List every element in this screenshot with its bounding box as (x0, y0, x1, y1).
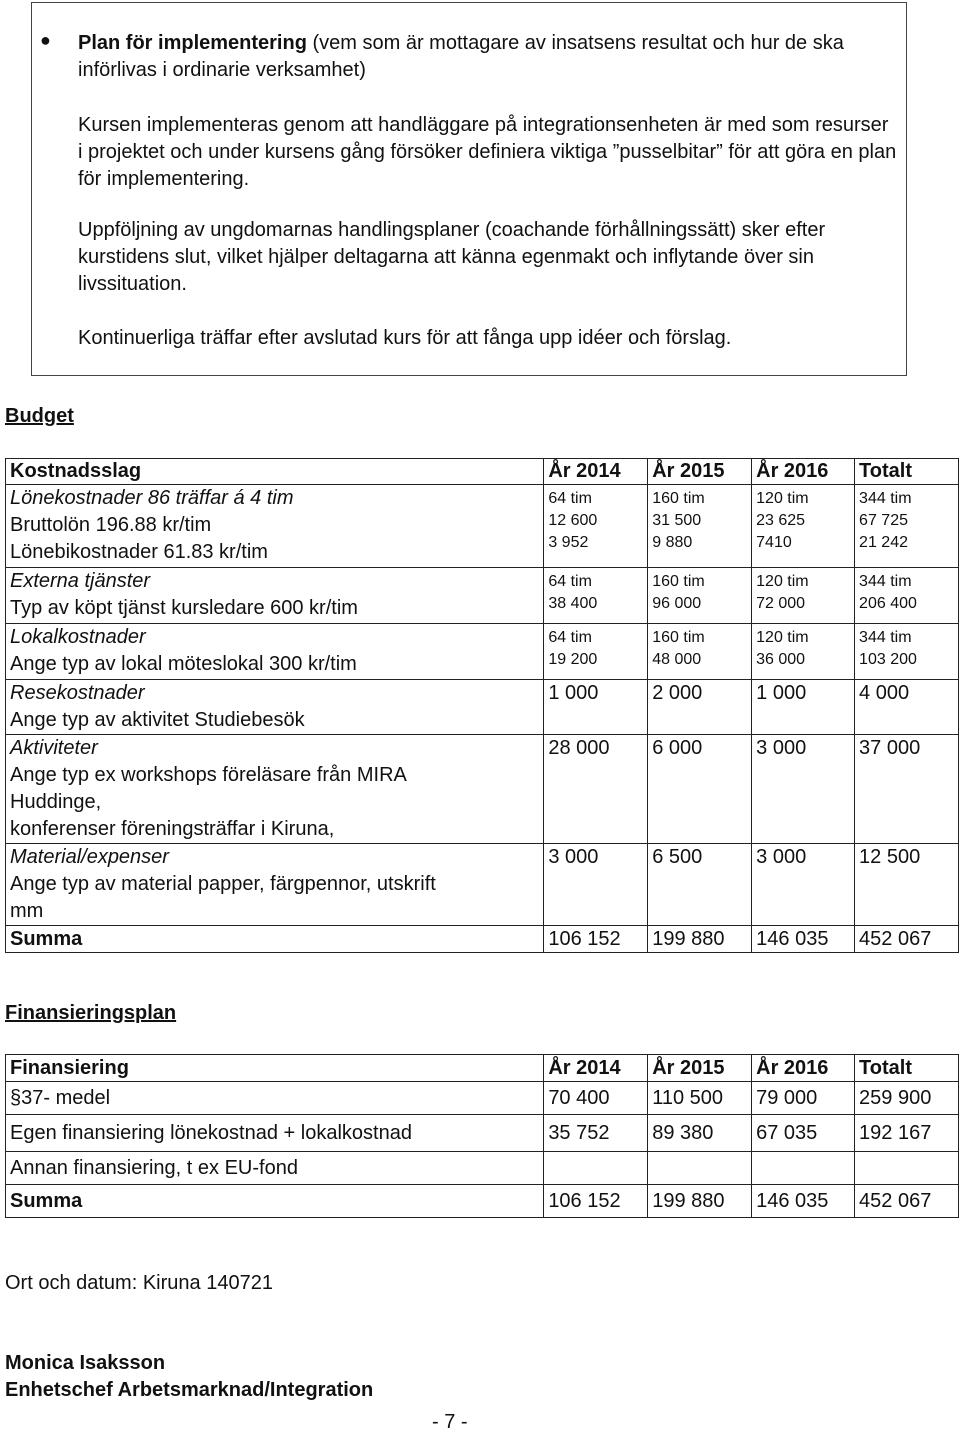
budget-table-body (6, 459, 959, 953)
budget-value-cell (544, 680, 648, 735)
cost-category-label: Material/expenser (10, 846, 169, 868)
budget-value: 64 tim (548, 629, 592, 646)
financing-header-cell: År 2015 (648, 1055, 752, 1082)
cost-description-line: konferenser föreningsträffar i Kiruna, (10, 818, 335, 840)
budget-value: 160 tim (652, 490, 705, 507)
budget-row (6, 680, 959, 735)
budget-value: 64 tim (548, 573, 592, 590)
budget-value-cell (752, 844, 855, 926)
financing-value-cell (544, 1152, 648, 1185)
budget-row-label-cell (6, 624, 544, 680)
budget-value: 344 tim (859, 573, 912, 590)
financing-value-cell: 110 500 (648, 1082, 752, 1115)
budget-value-cell (855, 844, 959, 926)
budget-row-label-cell (6, 735, 544, 844)
budget-value-cell (544, 485, 648, 568)
budget-value-cell (752, 680, 855, 735)
budget-header-cell: År 2016 (752, 459, 855, 485)
financing-header-cell: År 2014 (544, 1055, 648, 1082)
financing-row (6, 1082, 959, 1115)
budget-value: 120 tim (756, 573, 809, 590)
budget-value: 19 200 (548, 651, 598, 668)
budget-value: 344 tim (859, 629, 912, 646)
budget-value-cell (855, 485, 959, 568)
cost-description-line: Ange typ ex workshops föreläsare från MIRA (10, 764, 407, 786)
financing-sum-value: 452 067 (855, 1185, 959, 1218)
budget-value: 4 000 (859, 682, 910, 704)
budget-value: 12 500 (859, 846, 921, 868)
budget-value-cell (544, 568, 648, 624)
budget-row (6, 568, 959, 624)
budget-value: 67 725 (859, 512, 908, 529)
financing-table-body (6, 1055, 959, 1218)
page-number: - 7 - (432, 1411, 468, 1433)
budget-header-cell: Totalt (855, 459, 959, 485)
budget-value: 48 000 (652, 651, 702, 668)
cost-description-line: Bruttolön 196.88 kr/tim (10, 514, 212, 536)
budget-value-cell (855, 624, 959, 680)
financing-row-label: Annan finansiering, t ex EU-fond (6, 1152, 544, 1185)
financing-row-label: §37- medel (6, 1082, 544, 1115)
cost-description-line: Ange typ av aktivitet Studiebesök (10, 709, 305, 731)
financing-table (5, 1054, 959, 1218)
financing-row-label: Egen finansiering lönekostnad + lokalkostnad (6, 1115, 544, 1152)
budget-value: 103 200 (859, 651, 917, 668)
budget-value: 28 000 (548, 737, 610, 759)
implementation-heading-paragraph (78, 30, 898, 84)
budget-title: Budget (5, 405, 74, 427)
budget-row-label-cell (6, 844, 544, 926)
budget-value-cell (855, 568, 959, 624)
cost-category-label: Externa tjänster (10, 570, 151, 592)
budget-value-cell (855, 680, 959, 735)
financing-value-cell (752, 1152, 855, 1185)
financing-sum-value: 106 152 (544, 1185, 648, 1218)
budget-row (6, 735, 959, 844)
budget-sum-row (6, 926, 959, 953)
budget-row-label-cell (6, 485, 544, 568)
budget-value: 9 880 (652, 534, 693, 551)
financing-value-cell: 259 900 (855, 1082, 959, 1115)
budget-value: 64 tim (548, 490, 592, 507)
budget-value-cell (648, 735, 752, 844)
implementation-heading-rest: (vem som är mottagare av insatsens resultat och hur de ska införlivas i ordinarie verksamhet) (78, 32, 844, 81)
signer-title: Enhetschef Arbetsmarknad/Integration (5, 1379, 374, 1401)
cost-category-label: Lokalkostnader (10, 626, 146, 648)
budget-value: 2 000 (652, 682, 703, 704)
financing-row (6, 1115, 959, 1152)
budget-value-cell (752, 568, 855, 624)
budget-value: 7410 (756, 534, 792, 551)
budget-row (6, 624, 959, 680)
budget-row-label-cell (6, 568, 544, 624)
budget-value-cell (648, 568, 752, 624)
budget-value: 36 000 (756, 651, 806, 668)
financing-title: Finansieringsplan (5, 1002, 177, 1024)
budget-value-cell (648, 680, 752, 735)
implementation-heading: Plan för implementering (78, 32, 307, 54)
signer-name: Monica Isaksson (5, 1352, 166, 1374)
financing-sum-label: Summa (6, 1185, 544, 1218)
financing-header-cell: Totalt (855, 1055, 959, 1082)
financing-sum-value: 199 880 (648, 1185, 752, 1218)
budget-value-cell (752, 485, 855, 568)
implementation-paragraph-3: Kontinuerliga träffar efter avslutad kurs för att fånga upp idéer och förslag. (78, 327, 732, 349)
financing-value-cell: 67 035 (752, 1115, 855, 1152)
budget-sum-label: Summa (6, 926, 544, 953)
budget-value: 37 000 (859, 737, 921, 759)
budget-value: 3 000 (548, 846, 599, 868)
budget-value-cell (648, 485, 752, 568)
financing-sum-value: 146 035 (752, 1185, 855, 1218)
budget-row (6, 485, 959, 568)
budget-value: 344 tim (859, 490, 912, 507)
cost-description-line: mm (10, 900, 44, 922)
budget-value-cell (855, 735, 959, 844)
budget-sum-value: 106 152 (544, 926, 648, 953)
cost-description-line: Ange typ av material papper, färgpennor, utskrift (10, 873, 436, 895)
cost-description-line: Huddinge, (10, 791, 102, 813)
budget-value: 23 625 (756, 512, 806, 529)
budget-value: 1 000 (756, 682, 807, 704)
cost-description-line: Lönebikostnader 61.83 kr/tim (10, 541, 268, 563)
cost-category-label: Resekostnader (10, 682, 145, 704)
budget-value-cell (752, 624, 855, 680)
budget-value: 160 tim (652, 629, 705, 646)
budget-value: 96 000 (652, 595, 702, 612)
place-and-date: Ort och datum: Kiruna 140721 (5, 1272, 273, 1294)
cost-category-label: Lönekostnader 86 träffar á 4 tim (10, 487, 294, 509)
budget-header-cell: Kostnadsslag (6, 459, 544, 485)
budget-header-cell: År 2015 (648, 459, 752, 485)
financing-value-cell: 35 752 (544, 1115, 648, 1152)
budget-value: 206 400 (859, 595, 917, 612)
financing-value-cell: 79 000 (752, 1082, 855, 1115)
budget-value-cell (544, 735, 648, 844)
cost-description-line: Ange typ av lokal möteslokal 300 kr/tim (10, 653, 357, 675)
budget-value: 3 000 (756, 737, 807, 759)
implementation-paragraph-1: Kursen implementeras genom att handläggare på integrationsenheten är med som resurser i projektet och under kursens gång försöker definiera viktiga ”pusselbitar” för att göra en plan för implementering. (78, 114, 897, 190)
financing-header-row (6, 1055, 959, 1082)
budget-sum-value: 146 035 (752, 926, 855, 953)
financing-value-cell: 70 400 (544, 1082, 648, 1115)
budget-value-cell (752, 735, 855, 844)
budget-value: 3 000 (756, 846, 807, 868)
budget-header-row (6, 459, 959, 485)
budget-header-cell: År 2014 (544, 459, 648, 485)
budget-sum-value: 199 880 (648, 926, 752, 953)
budget-value: 38 400 (548, 595, 598, 612)
budget-value-cell (648, 624, 752, 680)
budget-value: 6 000 (652, 737, 703, 759)
budget-value-cell (544, 844, 648, 926)
cost-category-label: Aktiviteter (10, 737, 98, 759)
financing-value-cell: 89 380 (648, 1115, 752, 1152)
financing-row (6, 1152, 959, 1185)
budget-row (6, 844, 959, 926)
budget-value: 6 500 (652, 846, 703, 868)
bullet-icon: ● (40, 30, 51, 50)
financing-value-cell (648, 1152, 752, 1185)
budget-sum-value: 452 067 (855, 926, 959, 953)
budget-value: 120 tim (756, 490, 809, 507)
budget-value: 31 500 (652, 512, 702, 529)
budget-value: 3 952 (548, 534, 589, 551)
budget-row-label-cell (6, 680, 544, 735)
budget-table (5, 458, 959, 953)
budget-value: 1 000 (548, 682, 599, 704)
financing-value-cell (855, 1152, 959, 1185)
budget-value: 120 tim (756, 629, 809, 646)
financing-value-cell: 192 167 (855, 1115, 959, 1152)
budget-value: 21 242 (859, 534, 908, 551)
budget-value: 72 000 (756, 595, 806, 612)
budget-value: 12 600 (548, 512, 598, 529)
budget-value-cell (544, 624, 648, 680)
financing-header-cell: År 2016 (752, 1055, 855, 1082)
financing-sum-row (6, 1185, 959, 1218)
implementation-paragraph-2: Uppföljning av ungdomarnas handlingsplaner (coachande förhållningssätt) sker efter kurstidens slut, vilket hjälper deltagarna att känna egenmakt och inflytande över sin livssituation. (78, 219, 826, 295)
financing-header-cell: Finansiering (6, 1055, 544, 1082)
budget-value: 160 tim (652, 573, 705, 590)
budget-value-cell (648, 844, 752, 926)
cost-description-line: Typ av köpt tjänst kursledare 600 kr/tim (10, 597, 358, 619)
